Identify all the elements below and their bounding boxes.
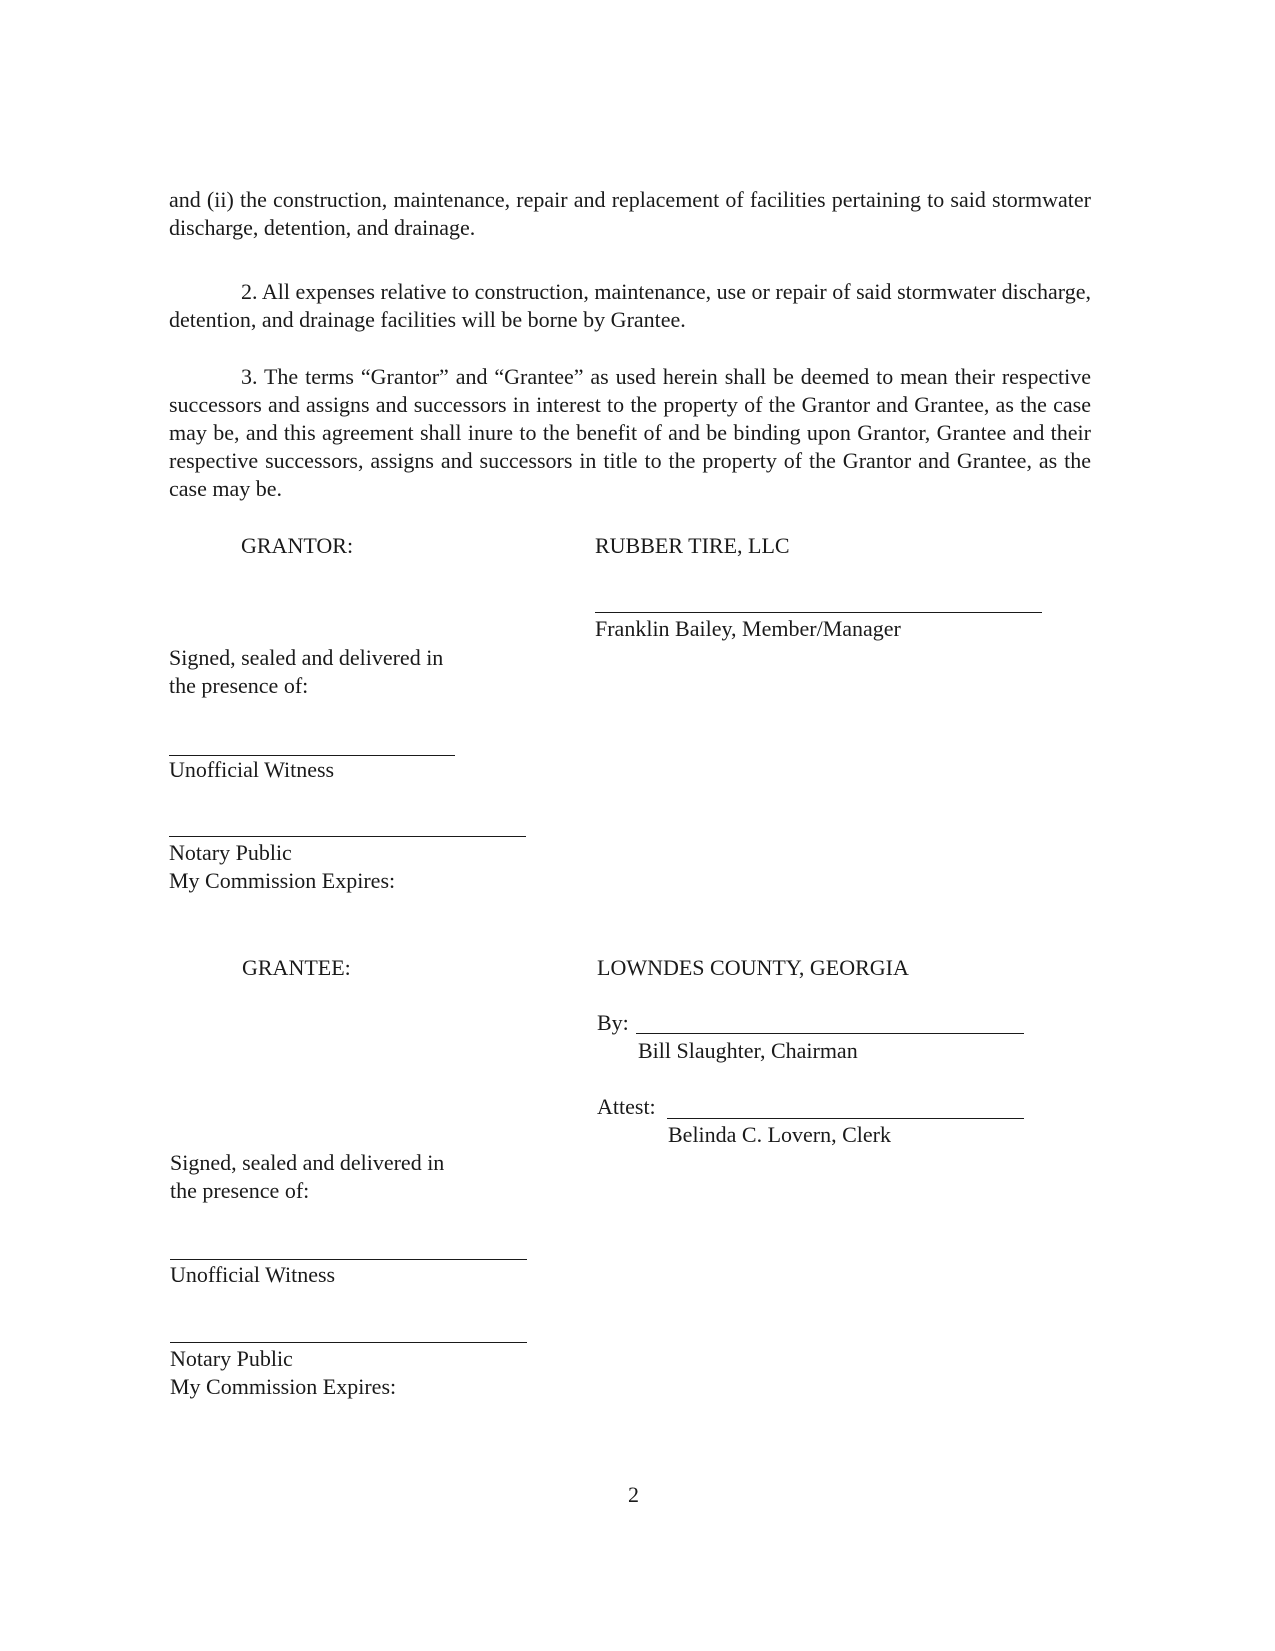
grantor-presence-line2: the presence of:: [169, 673, 309, 698]
grantee-entity: LOWNDES COUNTY, GEORGIA: [597, 955, 909, 980]
paragraph-continuation: and (ii) the construction, maintenance, repair and replacement of facilities pertaining to said stormwater discharge, detention, and drainage.: [169, 187, 1091, 240]
grantor-witness-label: Unofficial Witness: [169, 757, 335, 782]
page-number: 2: [628, 1482, 639, 1507]
grantor-notary-label: Notary Public: [169, 840, 292, 865]
grantor-witness-line: [169, 755, 455, 756]
grantee-by-label: By:: [597, 1010, 629, 1035]
grantee-witness-line: [170, 1259, 527, 1260]
grantee-notary-line: [170, 1342, 527, 1343]
paragraph-2: 2. All expenses relative to construction, maintenance, use or repair of said stormwater discharge, detention, and drainage facilities will be borne by Grantee.: [169, 279, 1091, 332]
grantee-witness-label: Unofficial Witness: [170, 1262, 336, 1287]
grantor-entity: RUBBER TIRE, LLC: [595, 533, 790, 558]
grantee-by-signature-line: [636, 1033, 1024, 1034]
grantor-signature-line: [595, 612, 1042, 613]
paragraph-3: 3. The terms “Grantor” and “Grantee” as used herein shall be deemed to mean their respective successors and assigns and successors in interest to the property of the Grantor and Grantee, as the case may be, and this agreement shall inure to the benefit of and be binding upon Grantor, Grantee and their respective successors, assigns and successors in title to the property of the Grantor and Grantee, as the case may be.: [169, 364, 1091, 501]
grantee-attest-signature-line: [667, 1118, 1024, 1119]
grantor-commission-label: My Commission Expires:: [169, 868, 396, 893]
grantee-presence-line1: Signed, sealed and delivered in: [170, 1150, 445, 1175]
grantor-label: GRANTOR:: [241, 533, 354, 558]
grantee-presence-line2: the presence of:: [170, 1178, 310, 1203]
grantee-notary-label: Notary Public: [170, 1346, 293, 1371]
grantee-attest-signer: Belinda C. Lovern, Clerk: [668, 1122, 892, 1147]
grantor-signer: Franklin Bailey, Member/Manager: [595, 616, 901, 641]
grantee-commission-label: My Commission Expires:: [170, 1374, 397, 1399]
grantee-by-signer: Bill Slaughter, Chairman: [638, 1038, 858, 1063]
grantor-presence-line1: Signed, sealed and delivered in: [169, 645, 444, 670]
grantee-label: GRANTEE:: [242, 955, 351, 980]
grantee-attest-label: Attest:: [597, 1094, 656, 1119]
grantor-notary-line: [169, 836, 526, 837]
